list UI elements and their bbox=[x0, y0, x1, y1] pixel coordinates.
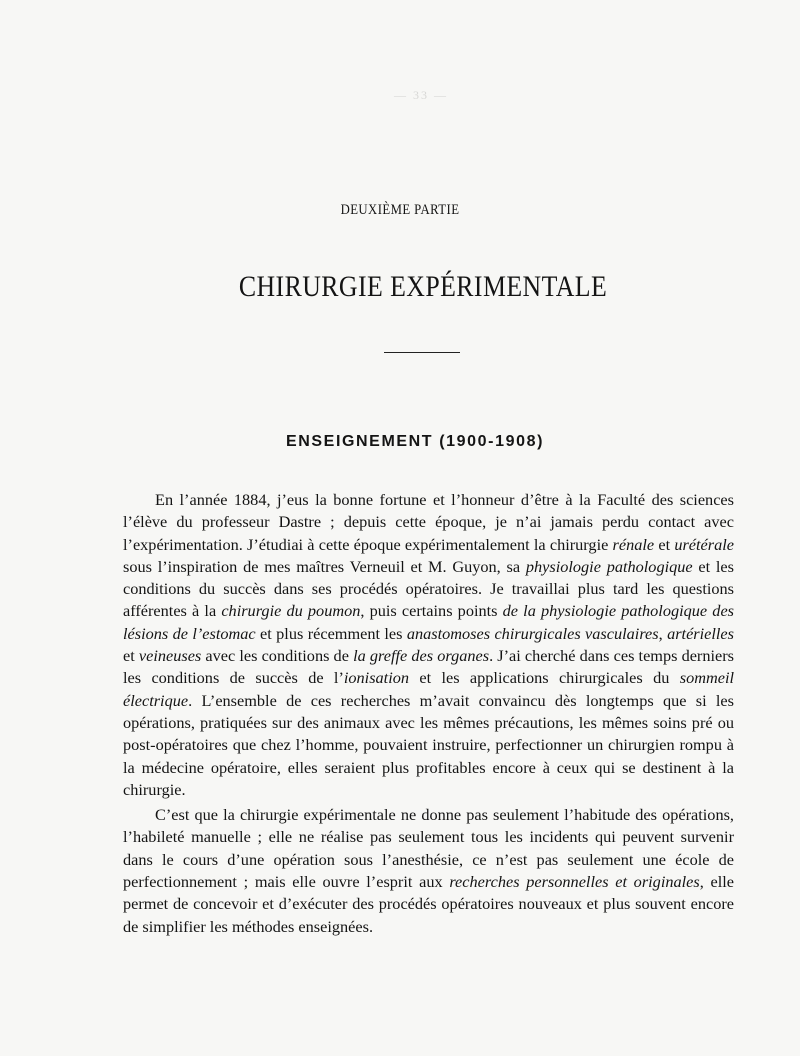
italic-run: anastomoses chirurgicales vasculaires bbox=[406, 623, 659, 643]
body-text bbox=[123, 489, 734, 938]
italic-run: la greffe des organes bbox=[353, 646, 490, 666]
italic-run: sommeil électrique bbox=[123, 668, 734, 710]
italic-run: urétérale bbox=[674, 534, 735, 554]
text-run: , elle permet de concevoir et d’exécuter des procédés opératoires nouveaux et plus souvent encore de simplifier les méthodes enseignées. bbox=[123, 872, 734, 936]
page-number: — 33 — bbox=[394, 88, 448, 102]
text-run: C’est que la chirurgie expérimentale ne donne pas seulement l’habitude des opérations, l’habileté manuelle ; elle ne réalise pas seulement tous les incidents qui peuvent survenir dans le cours d’une opération sous l’anesthésie, ce n’est pas seulement une école de perfectionnement ; mais elle ouvre l’esprit aux bbox=[123, 805, 734, 892]
page-title: CHIRURGIE EXPÉRIMENTALE bbox=[238, 270, 608, 303]
italic-run: chirurgie du poumon bbox=[221, 601, 361, 621]
text-run: . L’ensemble de ces recherches m’avait convaincu dès longtemps que si les opérations, pratiquées sur des animaux avec les mêmes précautions, les mêmes soins pré ou post-opératoires que chez l’homme, pouvaient instruire, perfectionner un chirurgien rompu à la médecine opératoire, elles seraient plus profitables encore à ceux qui se destinent à la chirurgie. bbox=[123, 690, 734, 799]
italic-run: ionisation bbox=[343, 668, 410, 688]
text-run: et les conditions du succès dans ses procédés opératoires. Je travaillai plus tard les questions afférentes à la bbox=[123, 556, 734, 621]
text-run: , bbox=[658, 623, 668, 643]
italic-run: recherches personnelles et originales bbox=[449, 872, 700, 892]
italic-run: veineuses bbox=[138, 646, 202, 666]
title-divider bbox=[384, 352, 460, 353]
italic-run: de la physiologie pathologique des lésions de l’estomac bbox=[123, 601, 735, 643]
text-run: . J’ai cherché dans ces temps derniers les conditions de succès de l’ bbox=[123, 646, 734, 688]
italic-run: artérielles bbox=[667, 623, 734, 643]
text-run: et bbox=[123, 646, 139, 666]
text-run: avec les conditions de bbox=[201, 646, 354, 666]
paragraph-2 bbox=[123, 804, 734, 938]
text-run: et bbox=[654, 534, 675, 554]
italic-run: rénale bbox=[612, 534, 655, 554]
text-run: et les applications chirurgicales du bbox=[409, 668, 680, 688]
part-heading: DEUXIÈME PARTIE bbox=[340, 202, 460, 218]
italic-run: physiologie pathologique bbox=[525, 556, 693, 576]
section-heading: ENSEIGNEMENT (1900-1908) bbox=[285, 433, 545, 450]
text-run: , puis certains points bbox=[360, 601, 503, 621]
text-run: et plus récemment les bbox=[255, 623, 407, 643]
text-run: sous l’inspiration de mes maîtres Verneuil et M. Guyon, sa bbox=[123, 556, 526, 576]
text-run: En l’année 1884, j’eus la bonne fortune et l’honneur d’être à la Faculté des sciences l’élève du professeur Dastre ; depuis cette époque, je n’ai jamais perdu contact avec l’expérimentation. J’étudiai à cette époque expérimentalement la chirurgie bbox=[123, 490, 734, 554]
paragraph-1 bbox=[123, 489, 734, 801]
